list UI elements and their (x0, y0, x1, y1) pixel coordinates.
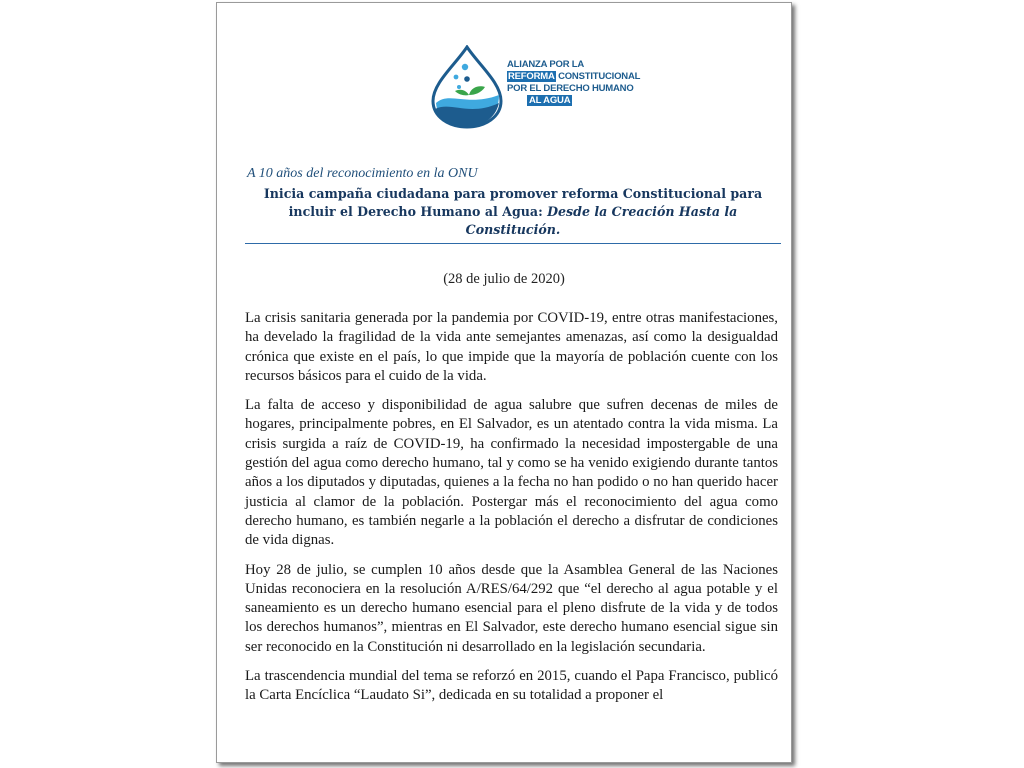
alliance-logo (429, 45, 641, 129)
headline-emphasis: Desde la Creación Hasta la Constitución. (465, 204, 738, 237)
title-divider (245, 243, 781, 244)
document-page (216, 2, 792, 763)
logo-highlight: REFORMA (508, 71, 555, 82)
logo-wordmark (507, 59, 640, 107)
water-drop-icon (429, 45, 505, 129)
document-body (245, 309, 778, 716)
logo-line-2-rest: CONSTITUCIONAL (555, 71, 641, 82)
logo-line-3: POR EL DERECHO HUMANO (507, 83, 634, 94)
logo-line-4-highlight: AL AGUA (529, 95, 571, 106)
paragraph: Hoy 28 de julio, se cumplen 10 años desde que la Asamblea General de las Naciones Unidas reconociera en la resolución A/RES/64/292 que “el derecho al agua potable y el saneamiento es un derecho humano esencial para el pleno disfrute de la vida y de todos los derechos humanos”, mientras en El Salvador, este derecho humano esencial sigue sin ser reconocido en la Constitución ni desarrollado en la legislación secundaria. (245, 561, 778, 655)
logo-line-2 (507, 71, 640, 83)
kicker-text: A 10 años del reconocimiento en la ONU (247, 166, 478, 181)
paragraph: La crisis sanitaria generada por la pandemia por COVID-19, entre otras manifestaciones, ha develado la fragilidad de la vida ante semejantes amenazas, así como la desigualdad crónica que existe en el país, lo que impide que la mayoría de población cuente con los recursos básicos para el cuido de la vida. (245, 310, 778, 384)
logo-line-1: ALIANZA POR LA (507, 59, 585, 70)
paragraph: La trascendencia mundial del tema se reforzó en 2015, cuando el Papa Francisco, publicó la Carta Encíclica “Laudato Si”, dedicada en su totalidad a proponer el (245, 668, 778, 704)
document-date: (28 de julio de 2020) (443, 271, 565, 287)
headline-main: Inicia campaña ciudadana para promover reforma Constitucional para incluir el Derecho Humano al Agua: (263, 186, 763, 219)
headline (247, 185, 779, 239)
logo-line-4 (507, 95, 640, 107)
paragraph: La falta de acceso y disponibilidad de agua salubre que sufren decenas de miles de hogares, principalmente pobres, en El Salvador, es un atentado contra la vida misma. La crisis surgida a raíz de COVID-19, ha confirmado la necesidad impostergable de una gestión del agua como derecho humano, tal y como se ha venido exigiendo durante tantos años a los diputados y diputadas, quienes a la fecha no han podido o no han querido hacer justicia al clamor de la población. Postergar más el reconocimiento del agua como derecho humano, es también negarle a la población el derecho a disfrutar de condiciones de vida dignas. (245, 397, 778, 549)
